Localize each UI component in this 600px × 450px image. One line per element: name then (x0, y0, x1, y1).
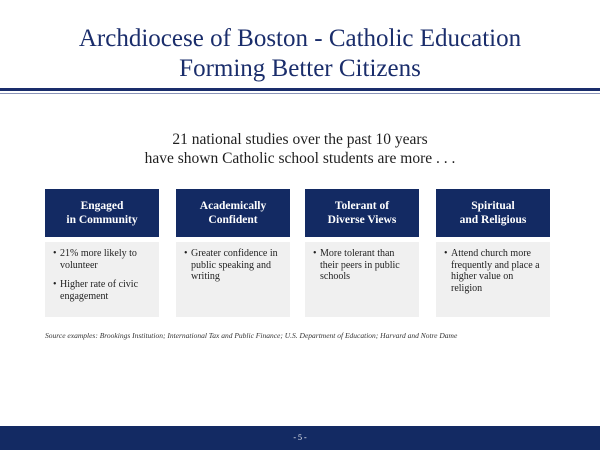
column-heading (305, 189, 419, 237)
column-heading (45, 189, 159, 237)
bullet-dot: • (313, 248, 317, 259)
column-body (436, 242, 550, 317)
bullet-text: Attend church more frequently and place a higher value on religion (451, 248, 540, 294)
column-heading (436, 189, 550, 237)
column-academic (176, 189, 290, 317)
title-rule (0, 88, 600, 91)
column-tolerant (305, 189, 419, 317)
bullet-item (444, 248, 544, 294)
column-heading-line: Confident (208, 214, 258, 226)
bullet-text: More tolerant than their peers in public schools (320, 248, 400, 282)
title-line-1: Archdiocese of Boston - Catholic Education (78, 25, 522, 52)
column-engaged (45, 189, 159, 317)
bullet-text: Higher rate of civic engagement (60, 279, 139, 302)
bullet-dot: • (53, 279, 57, 290)
bullet-dot: • (444, 248, 448, 259)
bullet-text: 21% more likely to volunteer (60, 248, 137, 271)
column-heading-line: Tolerant of (334, 200, 390, 212)
column-heading-line: and Religious (459, 214, 527, 226)
footer-bar (0, 426, 600, 450)
title-rule-thin (0, 93, 600, 94)
column-heading-line: Academically (199, 200, 267, 212)
page-number: - 5 - (293, 433, 307, 442)
slide-title (0, 24, 600, 84)
column-heading-line: in Community (66, 214, 138, 226)
bullet-text: Greater confidence in public speaking and writing (191, 248, 278, 282)
column-heading-line: Diverse Views (327, 214, 397, 226)
bullet-dot: • (53, 248, 57, 259)
title-line-2: Forming Better Citizens (179, 55, 421, 82)
column-body (176, 242, 290, 317)
intro-line-1: 21 national studies over the past 10 years (172, 131, 428, 148)
column-spiritual (436, 189, 550, 317)
bullet-item (184, 248, 284, 283)
intro-line-2: have shown Catholic school students are more . . . (144, 150, 456, 167)
column-heading (176, 189, 290, 237)
bullet-dot: • (184, 248, 188, 259)
column-heading-line: Engaged (80, 200, 124, 212)
bullet-item (313, 248, 413, 283)
column-heading-line: Spiritual (471, 200, 515, 212)
intro-text (0, 130, 600, 168)
bullet-item (53, 248, 153, 271)
bullet-item (53, 279, 153, 302)
column-body (45, 242, 159, 317)
source-note: Source examples: Brookings Institution; International Tax and Public Finance; U.S. Department of Education; Harvard and Notre Dame (45, 331, 458, 340)
column-body (305, 242, 419, 317)
